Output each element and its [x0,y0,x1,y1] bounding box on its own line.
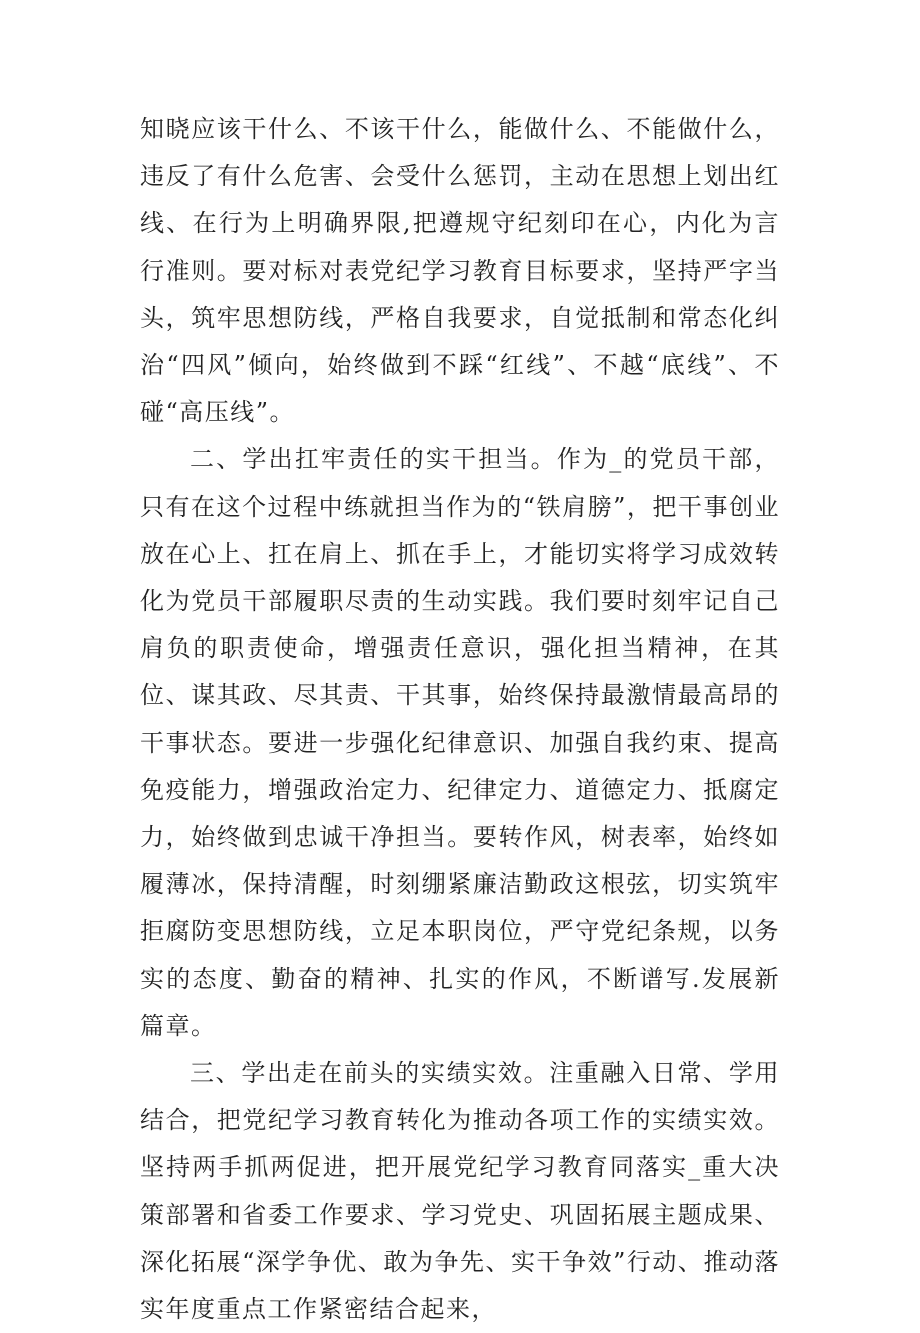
paragraph-section-two: 二、学出扛牢责任的实干担当。作为_的党员干部，只有在这个过程中练就担当作为的“铁肩膀”，把干事创业放在心上、扛在肩上、抓在手上，才能切实将学习成效转化为党员干部履职尽责的生动实践。我们要时刻牢记自己肩负的职责使命，增强责任意识，强化担当精神，在其位、谋其政、尽其责、干其事，始终保持最激情最高昂的干事状态。要进一步强化纪律意识、加强自我约束、提高免疫能力，增强政治定力、纪律定力、道德定力、抵腐定力，始终做到忠诚干净担当。要转作风，树表率，始终如履薄冰，保持清醒，时刻绷紧廉洁勤政这根弦，切实筑牢拒腐防变思想防线，立足本职岗位，严守党纪条规，以务实的态度、勤奋的精神、扎实的作风，不断谱写.发展新篇章。 [140,445,780,1040]
paragraph-section-three: 三、学出走在前头的实绩实效。注重融入日常、学用结合，把党纪学习教育转化为推动各项工作的实绩实效。坚持两手抓两促进，把开展党纪学习教育同落实_重大决策部署和省委工作要求、学习党史、巩固拓展主题成果、深化拓展“深学争优、敢为争先、实干争效”行动、推动落实年度重点工作紧密结合起来， [140,1059,780,1324]
document-body [140,106,780,1333]
paragraph-continuation: 知晓应该干什么、不该干什么，能做什么、不能做什么，违反了有什么危害、会受什么惩罚，主动在思想上划出红线、在行为上明确界限,把遵规守纪刻印在心，内化为言行准则。要对标对表党纪学习教育目标要求，坚持严字当头，筑牢思想防线，严格自我要求，自觉抵制和常态化纠治“四风”倾向，始终做到不踩“红线”、不越“底线”、不碰“高压线”。 [140,115,780,427]
